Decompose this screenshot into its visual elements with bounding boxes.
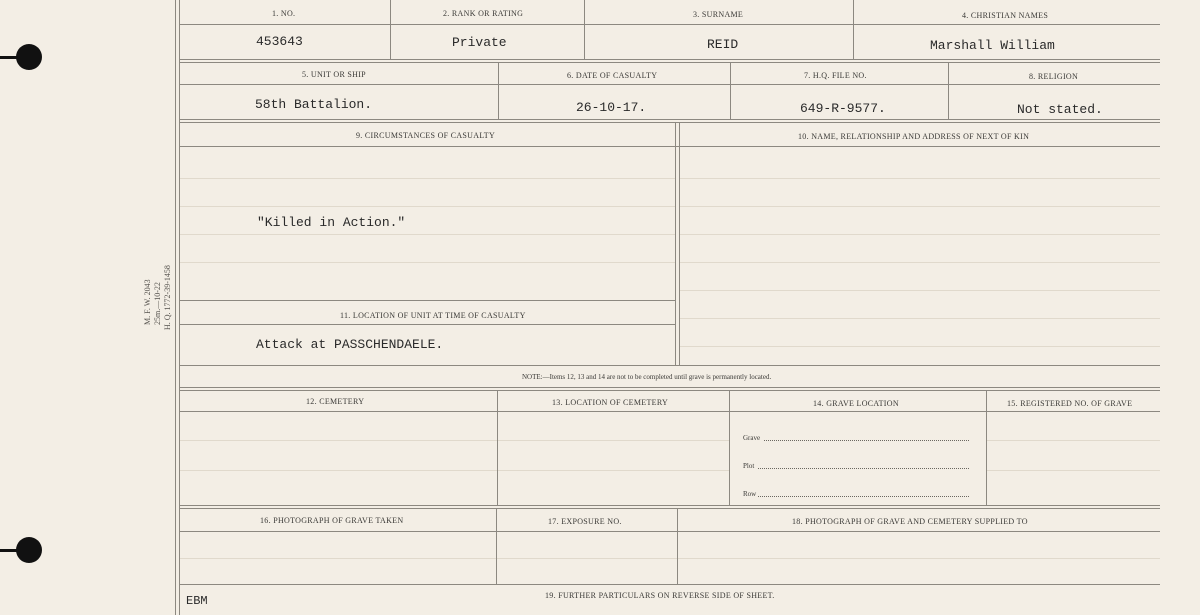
rule — [729, 390, 730, 505]
rank-value: Private — [452, 35, 507, 50]
faint-rule — [680, 262, 1160, 263]
field-label-religion: 8. RELIGION — [1029, 72, 1079, 81]
field-label-next-of-kin: 10. NAME, RELATIONSHIP AND ADDRESS OF NEXT OF KIN — [798, 132, 1030, 141]
rule — [180, 300, 675, 301]
field-label-cemetery: 12. CEMETERY — [306, 397, 365, 406]
field-label-christian-names: 4. CHRISTIAN NAMES — [962, 11, 1049, 20]
religion-value: Not stated. — [1017, 102, 1103, 117]
faint-rule — [498, 470, 729, 471]
field-label-photo-supplied: 18. PHOTOGRAPH OF GRAVE AND CEMETERY SUPPLIED TO — [792, 517, 1028, 526]
faint-rule — [180, 234, 675, 235]
rule — [180, 411, 1160, 412]
faint-rule — [680, 290, 1160, 291]
row-fill-line — [758, 496, 969, 497]
faint-rule — [497, 558, 677, 559]
plot-sublabel: Plot — [743, 462, 755, 470]
rule — [497, 390, 498, 505]
rule — [180, 365, 1160, 366]
clerk-initials: EBM — [186, 594, 208, 608]
print-code: M. F. W. 2043 — [143, 279, 152, 325]
surname-value: REID — [707, 37, 739, 52]
field-label-rank: 2. RANK OR RATING — [443, 9, 524, 18]
faint-rule — [680, 178, 1160, 179]
unit-value: 58th Battalion. — [255, 97, 373, 112]
faint-rule — [680, 318, 1160, 319]
rule — [180, 390, 1160, 391]
field-label-surname: 3. SURNAME — [693, 10, 744, 19]
rule — [853, 0, 854, 59]
rule — [180, 531, 1160, 532]
field-label-registered-no: 15. REGISTERED NO. OF GRAVE — [1007, 399, 1133, 408]
rule — [180, 122, 1160, 123]
margin-rule — [179, 0, 180, 615]
rule — [679, 122, 680, 365]
faint-rule — [180, 178, 675, 179]
print-code: 25m.—10-22 — [153, 282, 162, 325]
rule — [677, 508, 678, 584]
rule — [180, 59, 1160, 60]
rule — [180, 62, 1160, 63]
faint-rule — [987, 470, 1160, 471]
plot-fill-line — [758, 468, 969, 469]
field-label-circumstances: 9. CIRCUMSTANCES OF CASUALTY — [356, 131, 496, 140]
faint-rule — [680, 346, 1160, 347]
field-label-date: 6. DATE OF CASUALTY — [567, 71, 658, 80]
rule — [498, 62, 499, 119]
faint-rule — [180, 440, 497, 441]
row-sublabel: Row — [743, 490, 757, 498]
rule — [180, 324, 675, 325]
field-label-location: 11. LOCATION OF UNIT AT TIME OF CASUALTY — [340, 311, 526, 320]
rule — [180, 387, 1160, 388]
rule — [390, 0, 391, 59]
faint-rule — [180, 262, 675, 263]
print-code: H. Q. 1772-39-1458 — [163, 265, 172, 330]
field-label-cemetery-location: 13. LOCATION OF CEMETERY — [552, 398, 669, 407]
faint-rule — [680, 234, 1160, 235]
rule — [180, 508, 1160, 509]
date-value: 26-10-17. — [576, 100, 647, 115]
rule — [584, 0, 585, 59]
rule — [948, 62, 949, 119]
rule — [180, 146, 1160, 147]
faint-rule — [180, 558, 496, 559]
punch-hole — [16, 44, 42, 70]
rule — [496, 508, 497, 584]
rule — [180, 24, 1160, 25]
grave-sublabel: Grave — [743, 434, 761, 442]
field-label-hq-file: 7. H.Q. FILE NO. — [804, 71, 867, 80]
field-label-exposure: 17. EXPOSURE NO. — [548, 517, 622, 526]
rule — [986, 390, 987, 505]
rule — [730, 62, 731, 119]
field-label-grave-location: 14. GRAVE LOCATION — [813, 399, 899, 408]
rule — [180, 119, 1160, 120]
faint-rule — [180, 206, 675, 207]
rule — [180, 584, 1160, 585]
faint-rule — [678, 558, 1160, 559]
circumstances-value: "Killed in Action." — [257, 215, 406, 230]
rule — [180, 84, 1160, 85]
christian-names-value: Marshall William — [930, 38, 1055, 53]
faint-rule — [987, 440, 1160, 441]
service-number: 453643 — [256, 34, 303, 49]
field-label-no: 1. NO. — [272, 9, 296, 18]
margin-rule — [175, 0, 176, 615]
faint-rule — [680, 206, 1160, 207]
field-label-further: 19. FURTHER PARTICULARS ON REVERSE SIDE OF SHEET. — [545, 591, 775, 600]
field-label-unit: 5. UNIT OR SHIP — [302, 70, 366, 79]
faint-rule — [180, 470, 497, 471]
grave-note: NOTE:—Items 12, 13 and 14 are not to be completed until grave is permanently located. — [522, 373, 772, 381]
hq-file-value: 649-R-9577. — [800, 101, 886, 116]
rule — [180, 505, 1160, 506]
grave-fill-line — [764, 440, 969, 441]
field-label-photo-taken: 16. PHOTOGRAPH OF GRAVE TAKEN — [260, 516, 404, 525]
punch-hole — [16, 537, 42, 563]
faint-rule — [498, 440, 729, 441]
rule — [675, 122, 676, 365]
location-value: Attack at PASSCHENDAELE. — [256, 337, 444, 352]
